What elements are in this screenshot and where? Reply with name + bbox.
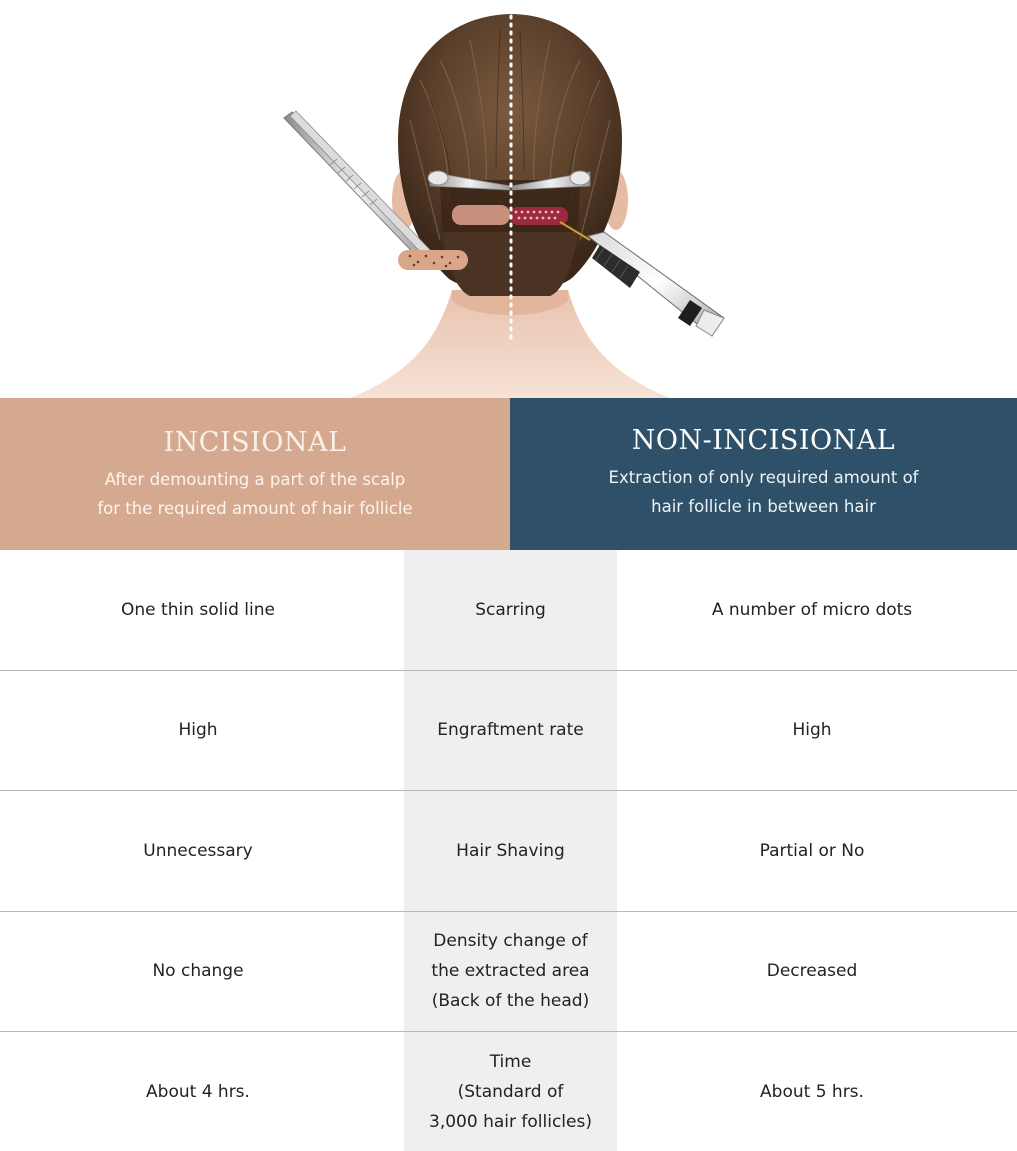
incisional-cell: No change <box>152 961 244 982</box>
non-incisional-title: NON-INCISIONAL <box>631 425 896 456</box>
table-row <box>0 1032 1017 1151</box>
non-incisional-cell: High <box>792 720 832 741</box>
non-incisional-cell: About 5 hrs. <box>760 1081 864 1102</box>
incisional-description: After demounting a part of the scalp for the required amount of hair follicle <box>97 470 413 518</box>
non-incisional-cell: Partial or No <box>759 840 865 861</box>
criterion-cell: Engraftment rate <box>437 720 584 741</box>
non-incisional-description: Extraction of only required amount of hair follicle in between hair <box>608 468 919 516</box>
scalp-strip-icon <box>452 205 510 225</box>
criterion-cell: Density change of the extracted area (Back of the head) <box>431 931 590 1012</box>
incisional-cell: About 4 hrs. <box>146 1081 250 1102</box>
head-illustration <box>0 0 1017 398</box>
incisional-cell: One thin solid line <box>121 599 275 620</box>
table-row <box>0 550 1017 671</box>
hair-transplant-illustration <box>0 0 1017 398</box>
non-incisional-cell: Decreased <box>766 961 858 982</box>
comparison-table <box>0 550 1017 1151</box>
table-row <box>0 791 1017 912</box>
criterion-cell: Scarring <box>475 599 546 620</box>
incisional-cell: Unnecessary <box>143 840 253 861</box>
incisional-banner <box>0 398 510 550</box>
table-row <box>0 671 1017 792</box>
incisional-title: INCISIONAL <box>163 427 347 458</box>
incisional-cell: High <box>178 720 218 741</box>
criterion-cell: Time (Standard of 3,000 hair follicles) <box>429 1051 592 1132</box>
non-incisional-cell: A number of micro dots <box>711 599 913 620</box>
criterion-cell: Hair Shaving <box>456 840 565 861</box>
table-row <box>0 912 1017 1033</box>
non-incisional-banner <box>510 398 1017 550</box>
